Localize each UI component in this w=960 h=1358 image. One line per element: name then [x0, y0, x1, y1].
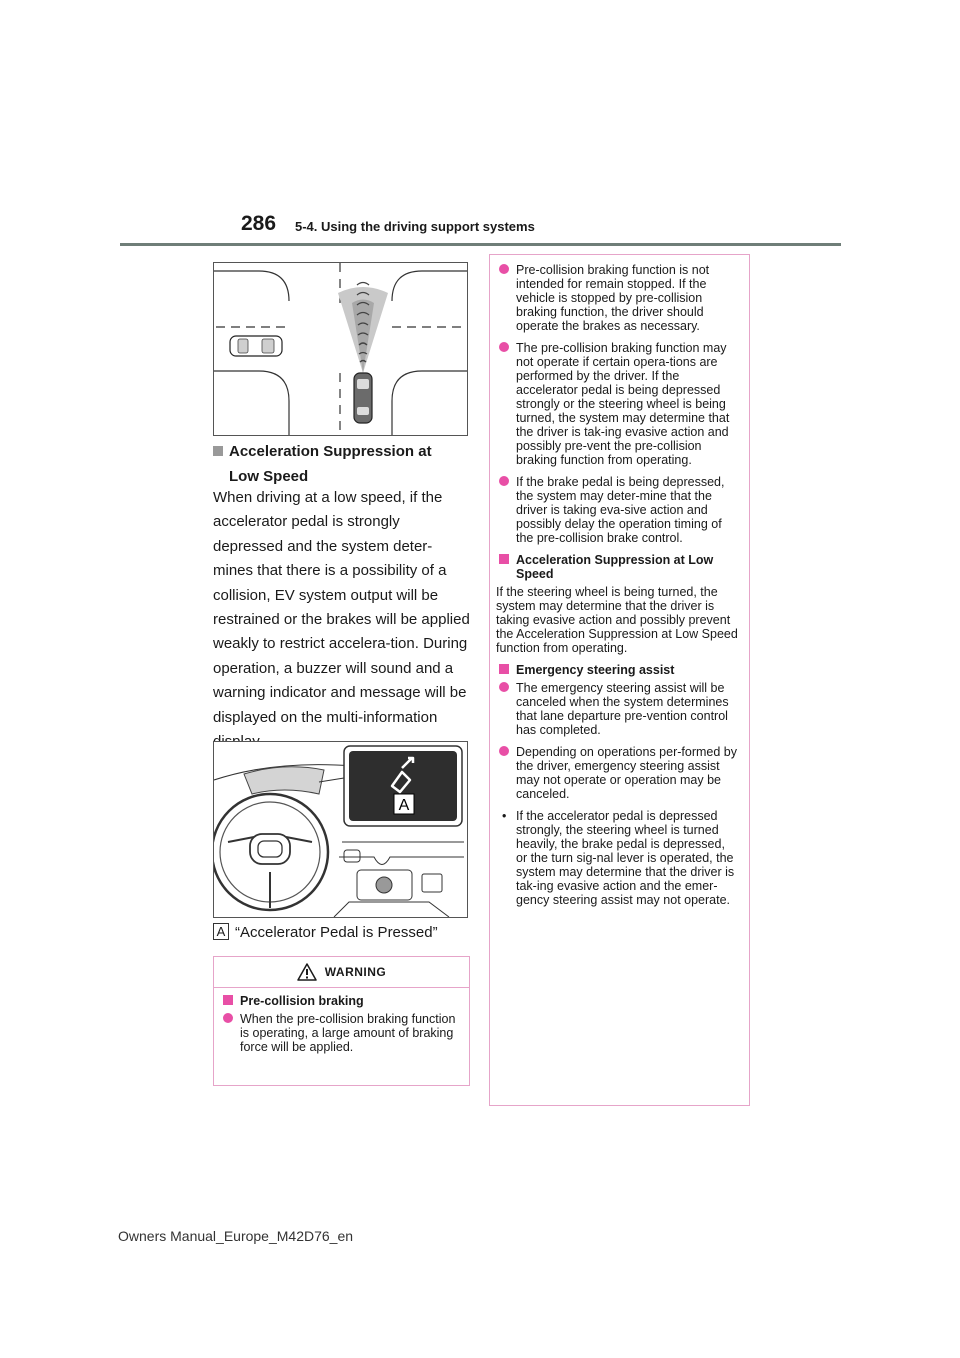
section-heading-acceleration-suppression: Acceleration Suppression at Low Speed: [213, 439, 468, 489]
note-heading-emergency-steering: Emergency steering assist: [496, 663, 739, 677]
warning-heading: Pre-collision braking: [220, 994, 463, 1008]
warning-item: When the pre-collision braking function is operating, a large amount of braking force will be applied.: [220, 1012, 463, 1054]
note-dash-item: • If the accelerator pedal is depressed strongly, the steering wheel is turned heavily, the brake pedal is depressed, or the turn sig-nal lever is operated, the system may determine that the driver is tak-ing evasive action and the emer-gency steering assist may not operate.: [502, 809, 735, 907]
pink-circle-bullet-icon: [499, 476, 509, 486]
square-bullet-icon: [213, 446, 223, 456]
note-item-1: Pre-collision braking function is not intended for remain stopped. If the vehicle is stopped by pre-collision braking function, the driver should operate the brakes as necessary.: [496, 263, 739, 333]
pink-square-bullet-icon: [223, 995, 233, 1005]
note-item-3: If the brake pedal is being depressed, the system may deter-mine that the driver is taking eva-sive action and possibly delay the operation timing of the pre-collision brake control.: [496, 475, 739, 545]
callout-label-a: A: [398, 797, 410, 814]
note-acceleration-text: If the steering wheel is being turned, the system may determine that the driver is taking evasive action and possibly prevent the Acceleration Suppression at Low Speed function from operating.: [496, 585, 738, 655]
note-item-4: The emergency steering assist will be canceled when the system determines that lane departure pre-vention control has completed.: [496, 681, 739, 737]
acceleration-suppression-description: When driving at a low speed, if the accelerator pedal is strongly depressed and the system deter-mines that there is a possibility of a collision, EV system output will be restrained or the brakes will be applied weakly to restrict accelera-tion. During operation, a buzzer will sound and a warning indicator and message will be displayed on the multi-information: [213, 489, 470, 726]
header-divider: [120, 243, 841, 246]
dot-bullet: •: [502, 809, 507, 823]
page-number: 286: [241, 212, 277, 235]
warning-box: [213, 956, 470, 1086]
pink-circle-bullet-icon: [499, 682, 509, 692]
note-item-2: The pre-collision braking function may not operate if certain opera-tions are performed by the driver. If the accelerator pedal is being depressed strongly or the steering wheel is being turned, the system may determine that the driver is tak-ing evasive action and possibly pre-vent the pre-collision braking function from operating.: [496, 341, 739, 467]
pink-circle-bullet-icon: [223, 1013, 233, 1023]
note-item-5: Depending on operations per-formed by the driver, emergency steering assist may not operate or operation may be canceled.: [496, 745, 739, 801]
notes-box: [489, 254, 750, 1106]
pink-square-bullet-icon: [499, 664, 509, 674]
pink-circle-bullet-icon: [499, 746, 509, 756]
dashboard-illustration: [213, 741, 468, 918]
pink-circle-bullet-icon: [499, 264, 509, 274]
pink-circle-bullet-icon: [499, 342, 509, 352]
pink-square-bullet-icon: [499, 554, 509, 564]
label-a-box: A: [213, 923, 229, 940]
footer-manual-id: Owners Manual_Europe_M42D76_en: [118, 1228, 354, 1244]
warning-title: WARNING: [324, 965, 387, 979]
legend-a: [213, 923, 438, 941]
section-title: 5-4. Using the driving support systems: [295, 219, 535, 234]
note-heading-acceleration-suppression: Acceleration Suppression at Low Speed: [496, 553, 739, 581]
intersection-illustration: [213, 262, 468, 436]
warning-triangle-icon: [297, 963, 317, 981]
legend-a-text: “Accelerator Pedal is Pressed”: [235, 924, 438, 941]
warning-header: [214, 957, 469, 988]
